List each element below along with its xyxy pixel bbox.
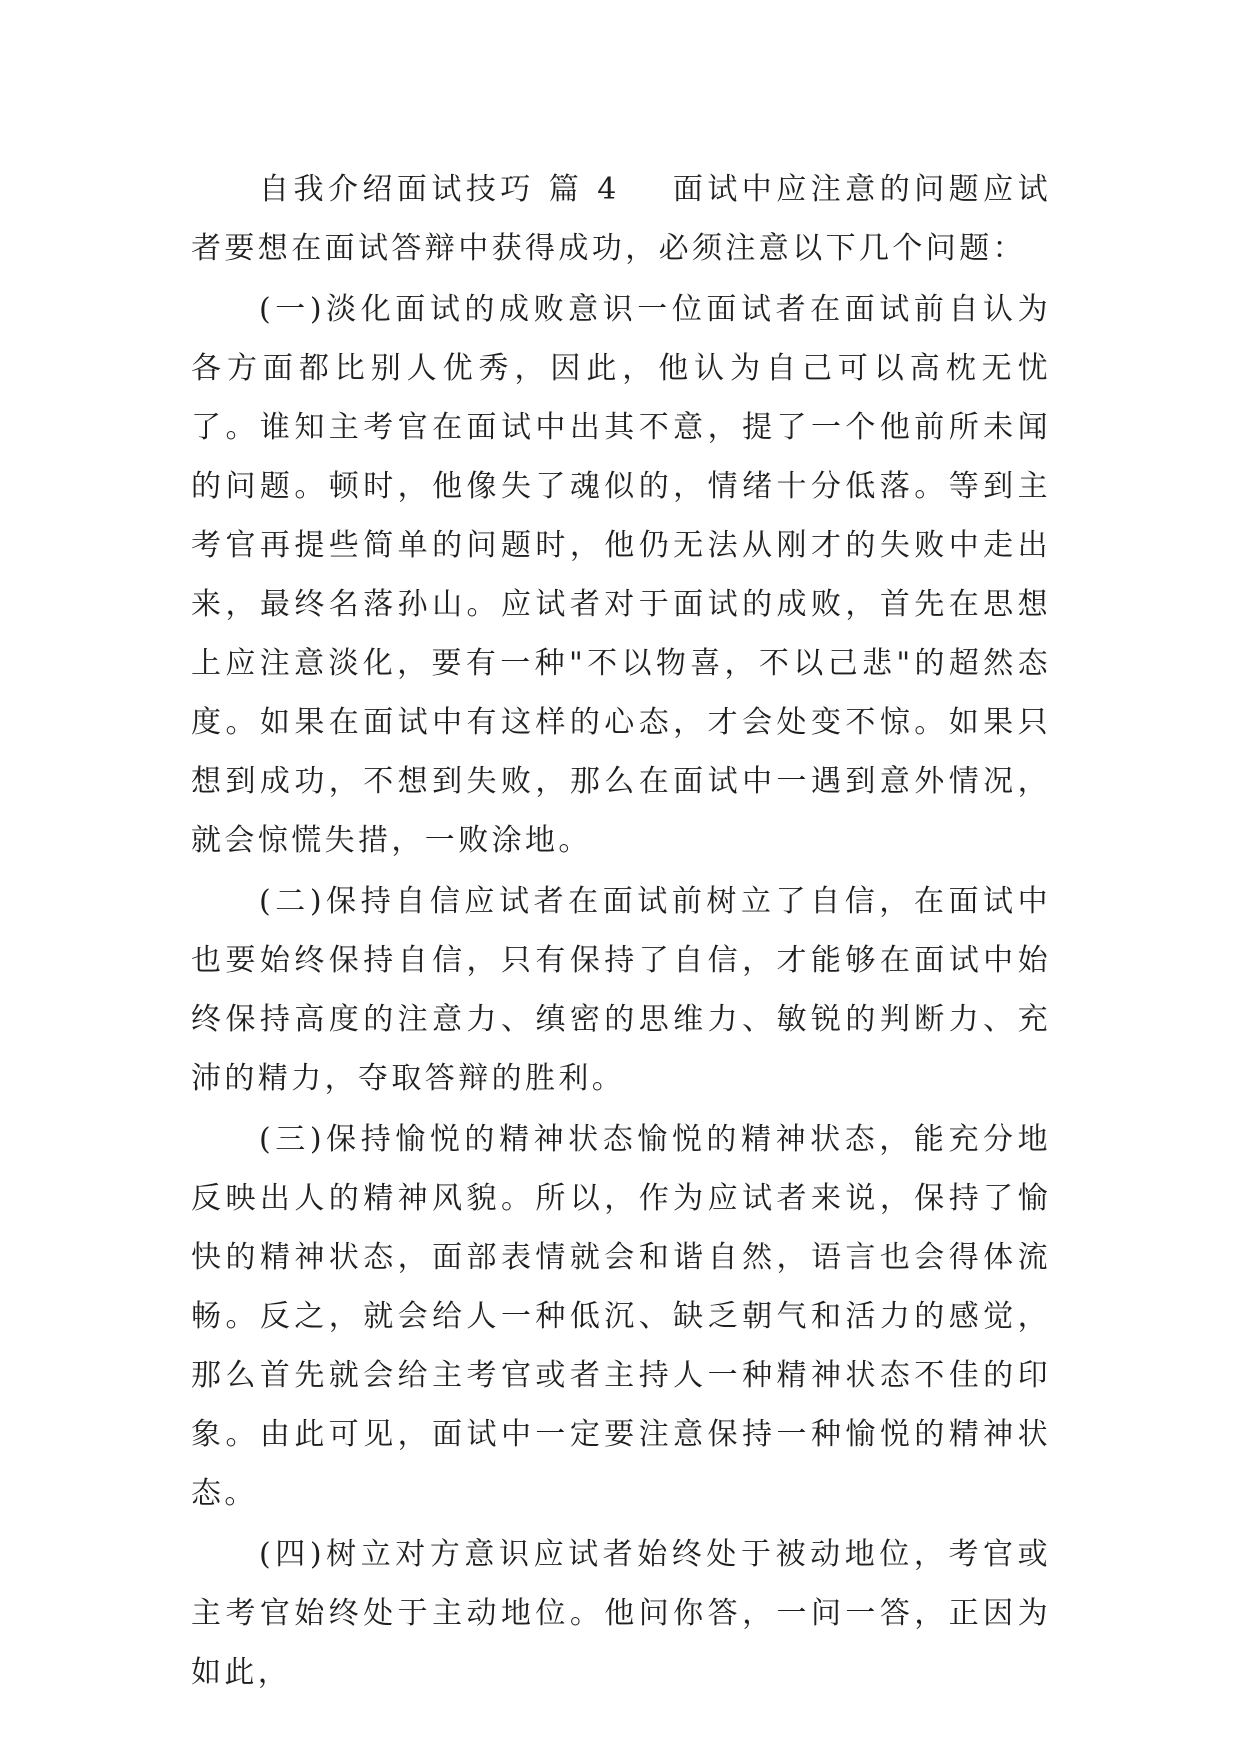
intro-paragraph bbox=[191, 160, 1051, 278]
section-title: 自我介绍面试技巧 篇 4 bbox=[259, 172, 620, 207]
paragraph-3: (三)保持愉悦的精神状态愉悦的精神状态，能充分地反映出人的精神风貌。所以，作为应试者来说，保持了愉快的精神状态，面部表情就会和谐自然，语言也会得体流畅。反之，就会给人一种低沉、缺乏朝气和活力的感觉，那么首先就会给主考官或者主持人一种精神状态不佳的印象。由此可见，面试中一定要注意保持一种愉悦的精神状态。 bbox=[191, 1122, 1051, 1511]
intro-text: 面试中应注意的问题应试者要想在面试答辩中获得成功，必须注意以下几个问题： bbox=[191, 172, 1051, 266]
paragraph-2: (二)保持自信应试者在面试前树立了自信，在面试中也要始终保持自信，只有保持了自信，才能够在面试中始终保持高度的注意力、缜密的思维力、敏锐的判断力、充沛的精力，夺取答辩的胜利。 bbox=[191, 884, 1051, 1096]
paragraph-1: (一)淡化面试的成败意识一位面试者在面试前自认为各方面都比别人优秀，因此，他认为自己可以高枕无忧了。谁知主考官在面试中出其不意，提了一个他前所未闻的问题。顿时，他像失了魂似的，情绪十分低落。等到主考官再提些简单的问题时，他仍无法从刚才的失败中走出来，最终名落孙山。应试者对于面试的成败，首先在思想上应注意淡化，要有一种"不以物喜，不以己悲"的超然态度。如果在面试中有这样的心态，才会处变不惊。如果只想到成功，不想到失败，那么在面试中一遇到意外情况，就会惊慌失措，一败涂地。 bbox=[191, 292, 1051, 858]
paragraph-4: (四)树立对方意识应试者始终处于被动地位，考官或主考官始终处于主动地位。他问你答，一问一答，正因为如此， bbox=[191, 1537, 1051, 1690]
document-body bbox=[191, 160, 1051, 1702]
